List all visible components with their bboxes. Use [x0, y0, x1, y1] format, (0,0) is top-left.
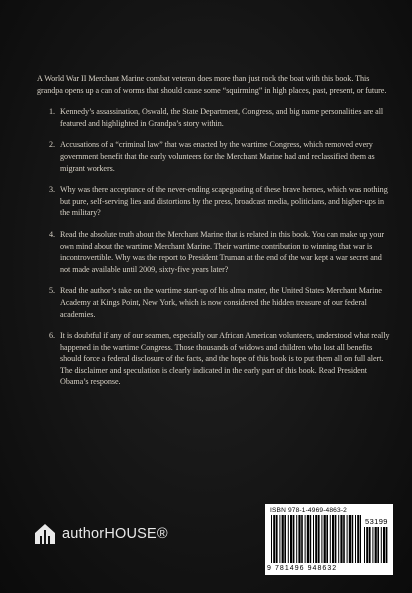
isbn-barcode — [265, 504, 393, 575]
list-item: 6. It is doubtful if any of our seamen, especially our African American volunteers, understood what really happened in the wartime Congress. Those thousands of widows and children who lost all benefits should force a federal disclosure of the facts, and the hope of this book is to put them all on full alert. The disclaimer and speculation is clearly indicated in the early part of this book. Read President Obama’s response. — [57, 330, 392, 388]
list-item: 2. Accusations of a “criminal law” that was enacted by the wartime Congress, which removed every government benefit that the early volunteers for the Merchant Marine had and reclassified them as migrant workers. — [57, 139, 392, 174]
list-item: 3. Why was there acceptance of the never-ending scapegoating of these brave heroes, which was nothing but pure, self-serving lies and distortions by the press, broadcast media, politicians, and higher-ups in the military? — [57, 184, 392, 219]
numbered-list — [37, 106, 392, 388]
price-barcode-bars — [364, 527, 388, 563]
price-code: 53199 — [365, 517, 388, 526]
publisher-name: authorHOUSE® — [62, 526, 168, 542]
barcode-bars — [271, 515, 361, 563]
blurb-text — [37, 73, 392, 398]
isbn-label: ISBN 978-1-4969-4863-2 — [270, 507, 347, 514]
barcode-digits: 9 781496 948632 — [267, 565, 338, 572]
publisher-logo — [33, 521, 168, 547]
intro-paragraph: A World War II Merchant Marine combat veteran does more than just rock the boat with this book. This grandpa opens up a can of worms that should cause some “squirming” in high places, past, present, or future. — [37, 74, 387, 95]
list-item: 5. Read the author’s take on the wartime start-up of his alma mater, the United States Merchant Marine Academy at Kings Point, New York, which is now considered the hidden treasure of our federal academies. — [57, 285, 392, 320]
list-item: 1. Kennedy’s assassination, Oswald, the State Department, Congress, and big name personalities are all featured and highlighted in Grandpa’s story within. — [57, 106, 392, 129]
authorhouse-logo-icon — [33, 522, 57, 546]
list-item: 4. Read the absolute truth about the Merchant Marine that is related in this book. You can make up your own mind about the wartime Merchant Marine. Their wartime contribution to winning that war is incontrovertible. Why was the report to President Truman at the end of the war kept a war secret and not made available until 2009, sixty-five years later? — [57, 229, 392, 275]
